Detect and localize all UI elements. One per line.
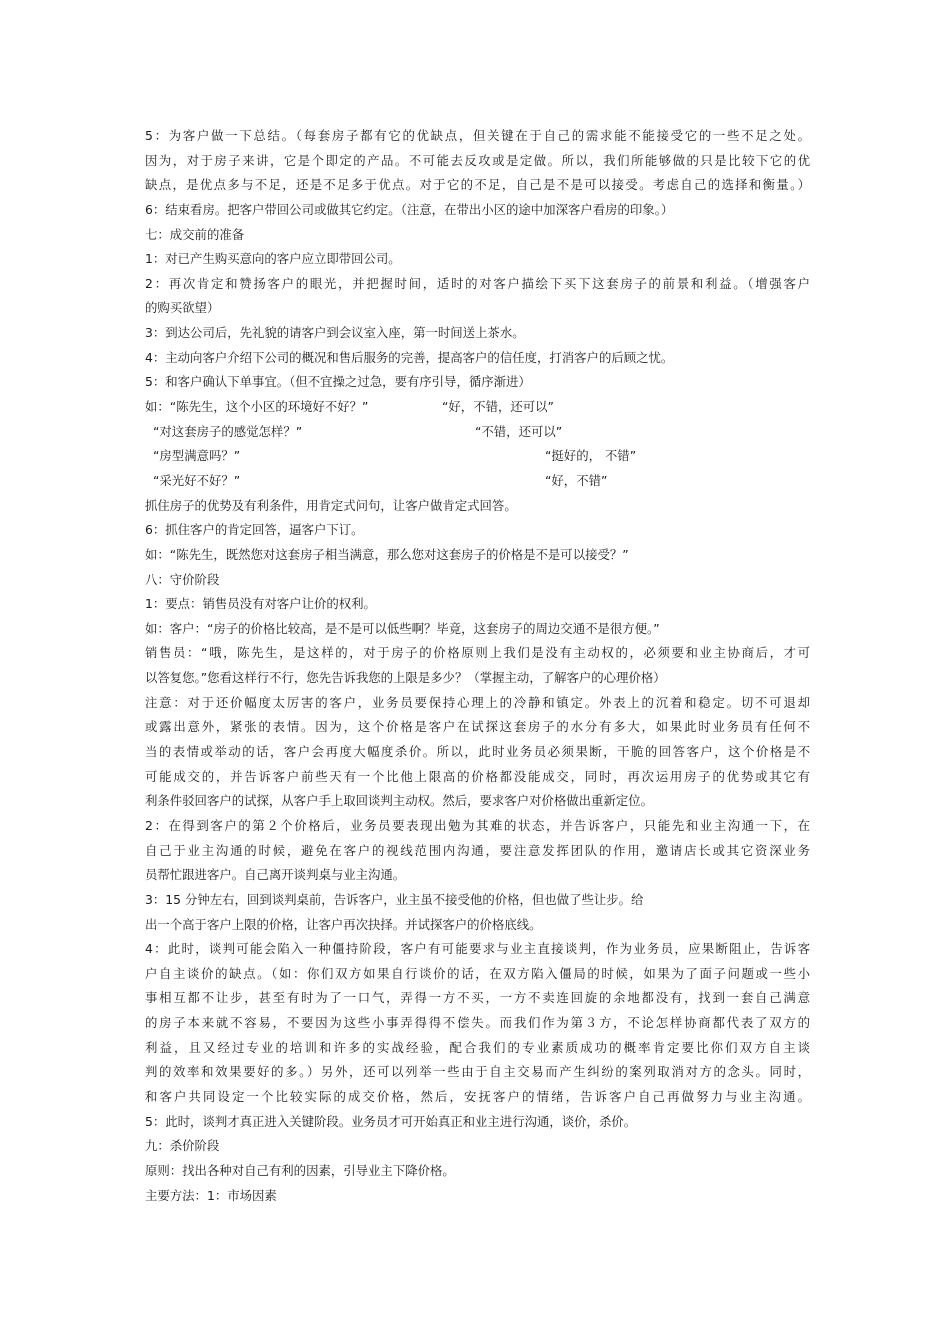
text-line: 如：客户：“房子的价格比较高，是不是可以低些啊？毕竟，这套房子的周边交通不是很方便。”: [145, 620, 660, 636]
text-line: 5：为客户做一下总结。（每套房子都有它的优缺点，但关键在于自己的需求能不能接受它的一些不足之处。: [145, 128, 810, 143]
text-line: 和客户共同设定一个比较实际的成交价格，然后，安抚客户的情绪，告诉客户自己再做努力与业主沟通。: [145, 1088, 810, 1104]
text-line: 出一个高于客户上限的价格，让客户再次抉择。并试探客户的价格底线。: [145, 916, 542, 932]
dialog-row: [145, 444, 810, 469]
text-line: 的房子本来就不容易，不要因为这些小事弄得得不偿失。而我们作为第３方，不论怎样协商都代表了双方的: [145, 1015, 810, 1031]
text-line: 5：此时，谈判才真正进入关键阶段。业务员才可开始真正和业主进行沟通，谈价，杀价。: [145, 1113, 637, 1129]
text-line: 5：和客户确认下单事宜。（但不宜操之过急，要有序引导，循序渐进）: [145, 374, 531, 390]
text-line: 因为，对于房子来讲，它是个即定的产品。不可能去反攻或是定做。所以，我们所能够做的只是比较下它的优: [145, 152, 810, 168]
text-line: 户自主谈价的缺点。（如：你们双方如果自行谈价的话，在双方陷入僵局的时候，如果为了面子问题或一些小: [145, 965, 810, 981]
text-line: 6：结束看房。把客户带回公司或做其它约定。（注意，在带出小区的途中加深客户看房的印象。）: [145, 201, 674, 217]
text-line: 缺点，是优点多与不足，还是不足多于优点。对于它的不足，自己是不是可以接受。考虑自己的选择和衡量。）: [145, 177, 810, 193]
dialog-question: “采光好不好？”: [153, 472, 241, 488]
section-heading: 九：杀价阶段: [145, 1138, 220, 1154]
text-line: 利益，且又经过专业的培训和许多的实战经验，配合我们的专业素质成功的概率肯定要比你们双方自主谈: [145, 1039, 810, 1055]
dialog-row: [145, 395, 810, 420]
section-heading: 八：守价阶段: [145, 571, 220, 587]
text-line: 原则：找出各种对自己有利的因素，引导业主下降价格。: [145, 1162, 455, 1178]
text-line: 如：“陈先生，既然您对这套房子相当满意，那么您对这套房子的价格是不是可以接受？”: [145, 546, 629, 562]
text-line: 以答复您。”您看这样行不行，您先告诉我您的上限是多少？（掌握主动，了解客户的心理价格）: [145, 670, 666, 686]
dialog-row: [145, 420, 810, 445]
dialog-question: 如：“陈先生，这个小区的环境好不好？”: [145, 399, 369, 415]
text-line: 1：对已产生购买意向的客户应立即带回公司。: [145, 251, 401, 267]
text-line: 事相互都不让步，甚至有时为了一口气，弄得一方不买，一方不卖连回旋的余地都没有，找到一套自己满意: [145, 990, 810, 1006]
text-line: 2：在得到客户的第２个价格后，业务员要表现出勉为其难的状态，并告诉客户，只能先和业主沟通一下，在: [145, 817, 810, 833]
dialog-answer: “好，不错，还可以”: [442, 399, 554, 415]
text-line: 的购买欲望）: [145, 300, 220, 316]
dialog-answer: “挺好的， 不错”: [545, 448, 637, 464]
text-line: 可能成交的，并告诉客户前些天有一个比他上限高的价格都没能成交，同时，再次运用房子的优势或其它有: [145, 768, 810, 784]
text-line: 当的表情或举动的话，客户会再度大幅度杀价。所以，此时业务员必须果断，干脆的回答客户，这个价格是不: [145, 744, 810, 760]
text-line: 或露出意外，紧张的表情。因为，这个价格是客户在试探这套房子的水分有多大，如果此时业务员有任何不: [145, 719, 810, 735]
text-line: 员帮忙跟进客户。自己离开谈判桌与业主沟通。: [145, 867, 406, 883]
document-body: [145, 124, 810, 1208]
text-line: 1：要点：销售员没有对客户让价的权利。: [145, 596, 376, 612]
dialog-answer: “不错，还可以”: [475, 423, 563, 439]
text-line: 自己于业主沟通的时候，避免在客户的视线范围内沟通，要注意发挥团队的作用，邀请店长或其它资深业务: [145, 842, 810, 858]
text-line: 2：再次肯定和赞扬客户的眼光，并把握时间，适时的对客户描绘下买下这套房子的前景和利益。（增强客户: [145, 275, 810, 291]
dialog-question: “房型满意吗？”: [153, 448, 241, 464]
text-line: 主要方法：1：市场因素: [145, 1187, 277, 1203]
text-line: 4：此时，谈判可能会陷入一种僵持阶段，客户有可能要求与业主直接谈判，作为业务员，应果断阻止，告诉客: [145, 941, 810, 957]
text-line: 判的效率和效果要好的多。）另外，还可以列举一些由于自主交易而产生纠纷的案列取消对方的念头。同时，: [145, 1064, 810, 1080]
text-line: 6：抓住客户的肯定回答，逼客户下订。: [145, 522, 364, 538]
section-heading: 七：成交前的准备: [145, 226, 245, 242]
text-line: 抓住房子的优势及有利条件，用肯定式问句，让客户做肯定式回答。: [145, 497, 517, 513]
dialog-row: [145, 469, 810, 494]
dialog-answer: “好，不错”: [545, 472, 608, 488]
text-line: 注意：对于还价幅度太厉害的客户，业务员要保持心理上的冷静和镇定。外表上的沉着和稳定。切不可退却: [145, 694, 810, 710]
text-line: 4：主动向客户介绍下公司的概况和售后服务的完善，提高客户的信任度，打消客户的后顾之忧。: [145, 349, 674, 365]
text-line: 利条件驳回客户的试探，从客户手上取回谈判主动权。然后，要求客户对价格做出重新定位。: [145, 793, 654, 809]
dialog-question: “对这套房子的感觉怎样？”: [153, 423, 303, 439]
text-line: 3：到达公司后，先礼貌的请客户到会议室入座，第一时间送上茶水。: [145, 325, 525, 341]
text-line: 销售员：“哦，陈先生，是这样的，对于房子的价格原则上我们是没有主动权的，必须要和业主协商后，才可: [145, 645, 810, 661]
text-line: 3：15 分钟左右，回到谈判桌前，告诉客户，业主虽不接受他的价格，但也做了些让步。给: [145, 891, 644, 907]
